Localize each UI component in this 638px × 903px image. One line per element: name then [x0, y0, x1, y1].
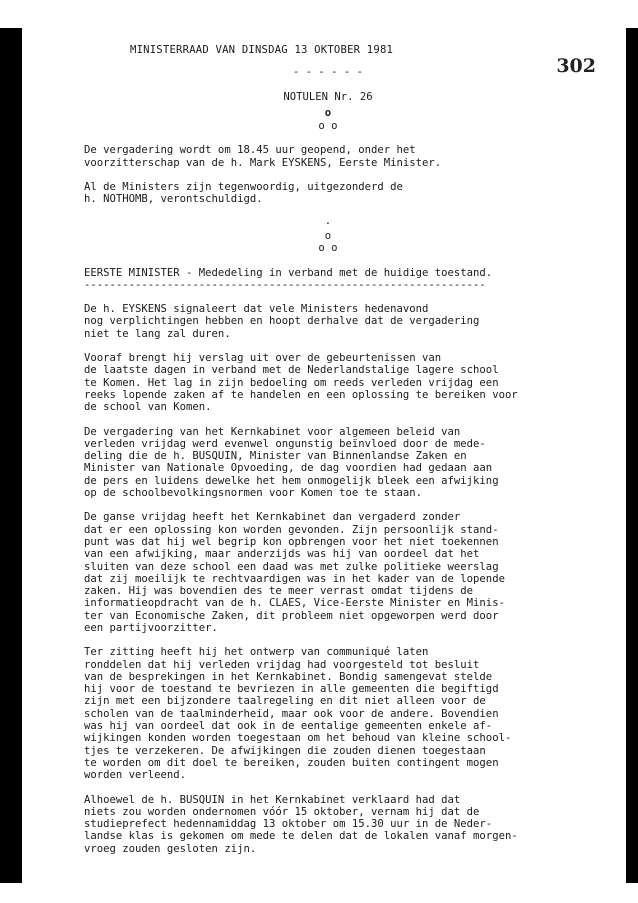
separator-symbol-top: o [324, 106, 332, 119]
meeting-header: MINISTERRAAD VAN DINSDAG 13 OKTOBER 1981 [130, 44, 394, 56]
separator-symbol-top-2: o [324, 229, 332, 242]
separator-symbol-bottom: o o [318, 120, 338, 133]
body-paragraph: De h. EYSKENS signaleert dat vele Ministers hedenavond nog verplichtingen hebben en hoopt derhalve dat de vergadering niet te lang zal duren. [84, 303, 480, 340]
body-paragraph: De ganse vrijdag heeft het Kernkabinet dan vergaderd zonder dat er een oplossing kon worden gevonden. Zijn persoonlijk stand- punt was dat hij wel begrip kon opbrengen voor het niet toekennen van een afwijking, maar anderzijds was hij van oordeel dat het sluiten van deze school een daad was met zulke politieke weerslag dat zij moeilijk te rechtvaardigen was in het kader van de lopende zaken. Hij was bovendien des te meer verrast omdat tijdens de informatieopdracht van de h. CLAES, Vice-Eerste Minister en Minis- ter van Economische Zaken, dit probleem niet opgeworpen werd door een partijvoorzitter. [84, 511, 505, 634]
body-paragraph: Vooraf brengt hij verslag uit over de gebeurtenissen van de laatste dagen in verband met de Nederlandstalige lagere school te Komen. Het lag in zijn bedoeling om reeds verleden vrijdag een reeks lopende zaken af te handelen en een oplossing te bereiken voor de school van Komen. [84, 352, 518, 414]
body-paragraph: De vergadering van het Kernkabinet voor algemeen beleid van verleden vrijdag werd evenwel ongunstig beïnvloed door de mede- deling die de h. BUSQUIN, Minister van Binnenlandse Zaken en Minister van Nationale Opvoeding, de dag voordien had gedaan aan de pers en luidens dewelke het hem onmogelijk bleek een afwijking op de schoolbevolkingsnormen voor Komen toe te staan. [84, 425, 499, 500]
separator-symbol-bottom-2: o o [318, 242, 338, 255]
separator-dot: · [324, 217, 332, 230]
header-dashes: - - - - - - [292, 66, 364, 79]
body-paragraph: Alhoewel de h. BUSQUIN in het Kernkabinet verklaard had dat niets zou worden ondernomen vóór 15 oktober, vernam hij dat de studieprefect hedennamiddag 13 oktober om 15.30 uur in de Neder- landse klas is gekomen om mede te delen dat de lokalen vanaf morgen- vroeg zouden gesloten zijn. [84, 793, 518, 855]
document-body [84, 44, 572, 867]
document-page [22, 28, 626, 883]
intro-paragraph: De vergadering wordt om 18.45 uur geopend, onder het voorzitterschap van de h. Mark EYSKENS, Eerste Minister. [84, 144, 442, 169]
scan-border-left [0, 28, 22, 883]
document-title: NOTULEN Nr. 26 [283, 90, 373, 103]
section-title: EERSTE MINISTER - Mededeling in verband met de huidige toestand. [84, 266, 493, 279]
page-number: 302 [556, 55, 596, 77]
scan-border-right [626, 28, 638, 883]
intro-paragraph: Al de Ministers zijn tegenwoordig, uitgezonderd de h. NOTHOMB, verontschuldigd. [84, 181, 403, 206]
body-paragraph: Ter zitting heeft hij het ontwerp van communiqué laten ronddelen dat hij verleden vrijdag had voorgesteld tot besluit van de besprekingen in het Kernkabinet. Bondig samengevat stelde hij voor de toestand te bevriezen in alle gemeenten die begiftigd zijn met een bijzondere taalregeling en dit niet alleen voor de scholen van de taalminderheid, maar ook voor de andere. Bovendien was hij van oordeel dat ook in de eentalige gemeenten enkele af- wijkingen konden worden toegestaan om het behoud van kleine school- tjes te verzekeren. De afwijkingen die zouden dienen toegestaan te worden om dit doel te bereiken, zouden buiten contingent mogen worden verleend. [84, 646, 512, 782]
section-rule: --------------------------------------------------------------- [84, 278, 486, 291]
